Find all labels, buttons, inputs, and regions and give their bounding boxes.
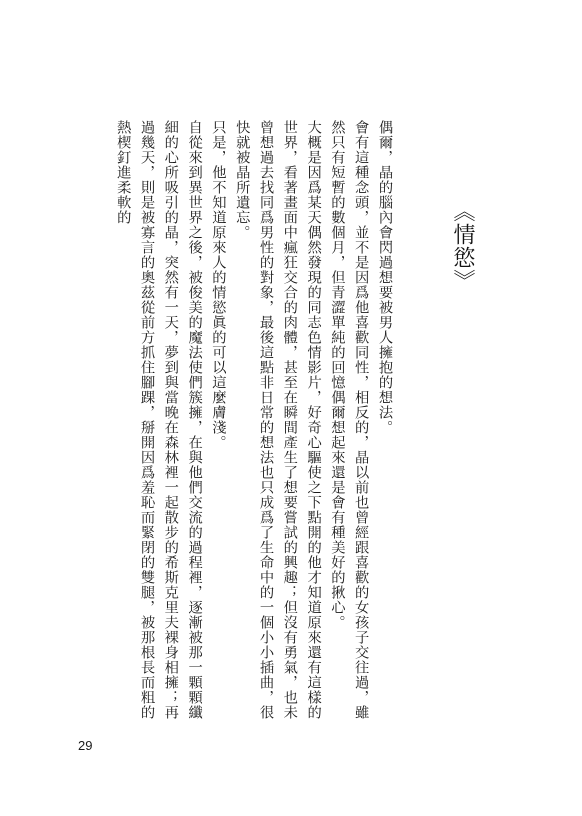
body-text — [106, 120, 396, 730]
paragraph: 偶爾，晶的腦內會閃過想要被男人擁抱的想法。 — [377, 120, 393, 435]
paragraph: 大概是因爲某天偶然發現的同志色情影片，好奇心驅使之下點開的他才知道原來還有這樣的世界，看著畫面中瘋狂交合的肉體，甚至在瞬間產生了想要嘗試的興趣；但沒有勇氣，也未曾想過去找同爲男性的對象，最後這點非日常的想法也只成爲了生命中的一個小小插曲，很快就被晶所遺忘。 — [234, 120, 322, 720]
paragraph: 自從來到異世界之後，被俊美的魔法使們簇擁，在與他們交流的過程裡，逐漸被那一顆顆纖細的心所吸引的晶，突然有一天，夢到與當晚在森林裡一起散步的希斯克里夫裸身相擁；再過幾天，則是被寡言的奧茲從前方抓住腳踝，掰開因爲羞恥而緊閉的雙腿，被那根長而粗的熱楔釘進柔軟的 — [115, 120, 203, 720]
paragraph: 會有這種念頭，並不是因爲他喜歡同性，相反的，晶以前也曾經跟喜歡的女孩子交往過，雖然只有短暫的數個月，但青澀單純的回憶偶爾想起來還是會有種美好的揪心。 — [329, 120, 370, 720]
paragraph: 只是，他不知道原來人的情慾眞的可以這麼膚淺。 — [210, 120, 227, 450]
chapter-title: 《情慾》 — [450, 200, 475, 292]
page-number: 29 — [78, 738, 93, 753]
